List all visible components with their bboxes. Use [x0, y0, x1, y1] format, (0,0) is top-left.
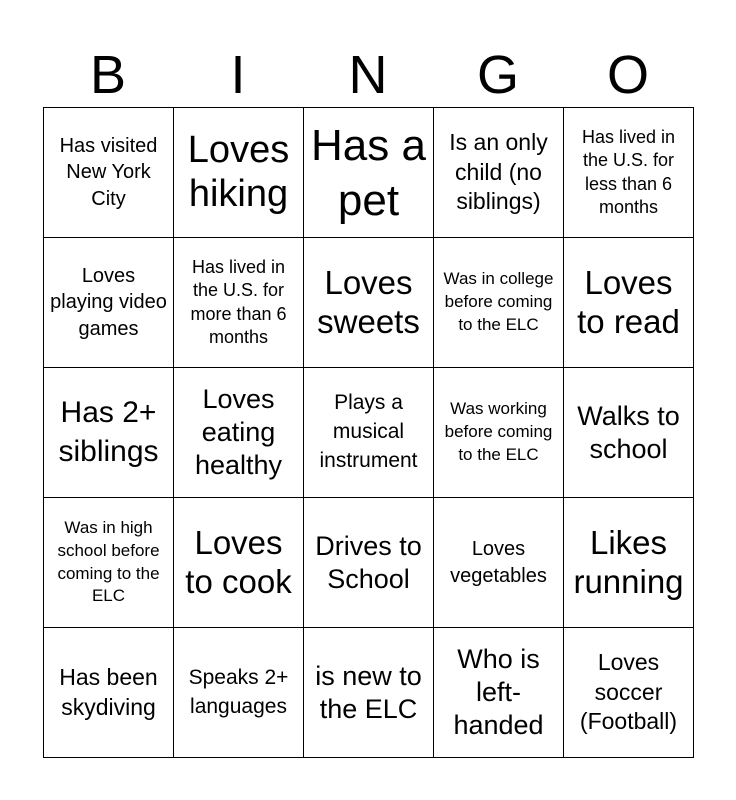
bingo-cell[interactable]: [174, 108, 304, 238]
bingo-cell[interactable]: [434, 628, 564, 758]
bingo-cell[interactable]: [434, 238, 564, 368]
bingo-cell[interactable]: [434, 368, 564, 498]
cell-text: Loves soccer (Football): [579, 649, 678, 735]
bingo-cell[interactable]: [44, 238, 174, 368]
cell-text: Loves vegetables: [450, 538, 547, 587]
bingo-header: [43, 44, 693, 106]
bingo-cell[interactable]: [174, 238, 304, 368]
bingo-cell[interactable]: [304, 368, 434, 498]
bingo-cell[interactable]: [44, 108, 174, 238]
cell-text: Has been skydiving: [59, 664, 158, 720]
bingo-cell[interactable]: [304, 238, 434, 368]
header-letter-n: N: [348, 45, 388, 105]
bingo-cell[interactable]: [564, 238, 694, 368]
header-letter-b: B: [89, 45, 127, 105]
cell-text: Loves eating healthy: [194, 384, 283, 480]
bingo-card-grid: [43, 107, 694, 758]
cell-text: Plays a musical instrument: [319, 391, 418, 472]
bingo-cell[interactable]: [434, 108, 564, 238]
cell-text: Has lived in the U.S. for less than 6 months: [581, 127, 676, 217]
cell-text: Speaks 2+ languages: [188, 665, 289, 718]
header-letter-i: I: [230, 45, 246, 105]
cell-text: Loves sweets: [317, 263, 420, 340]
bingo-cell[interactable]: [44, 498, 174, 628]
cell-text: Has visited New York City: [59, 134, 158, 210]
bingo-cell[interactable]: [434, 498, 564, 628]
bingo-cell[interactable]: [304, 498, 434, 628]
bingo-cell[interactable]: [44, 628, 174, 758]
header-letter-g: G: [476, 45, 519, 105]
cell-text: Has 2+ siblings: [58, 396, 159, 468]
bingo-cell[interactable]: [304, 108, 434, 238]
bingo-cell[interactable]: [44, 368, 174, 498]
cell-text: Was in high school before coming to the ELC: [57, 517, 160, 606]
cell-text: Drives to School: [315, 530, 422, 594]
bingo-cell[interactable]: [174, 498, 304, 628]
cell-text: Loves hiking: [187, 128, 290, 215]
cell-text: Was working before coming to the ELC: [444, 399, 553, 464]
cell-text: Loves to cook: [185, 523, 292, 600]
bingo-cell[interactable]: [174, 628, 304, 758]
cell-text: Loves playing video games: [50, 264, 167, 340]
cell-text: Loves to read: [577, 263, 680, 340]
cell-text: Likes running: [573, 523, 684, 600]
bingo-cell[interactable]: [564, 498, 694, 628]
cell-text: is new to the ELC: [315, 660, 422, 724]
bingo-cell[interactable]: [304, 628, 434, 758]
cell-text: Has lived in the U.S. for more than 6 months: [190, 257, 287, 347]
header-letter-o: O: [606, 45, 649, 105]
cell-text: Who is left-handed: [453, 644, 544, 740]
cell-text: Was in college before coming to the ELC: [443, 269, 554, 334]
bingo-cell[interactable]: [564, 628, 694, 758]
cell-text: Has a pet: [311, 120, 426, 225]
bingo-cell[interactable]: [564, 368, 694, 498]
bingo-cell[interactable]: [174, 368, 304, 498]
cell-text: Is an only child (no siblings): [449, 129, 548, 215]
bingo-cell[interactable]: [564, 108, 694, 238]
cell-text: Walks to school: [577, 400, 680, 464]
